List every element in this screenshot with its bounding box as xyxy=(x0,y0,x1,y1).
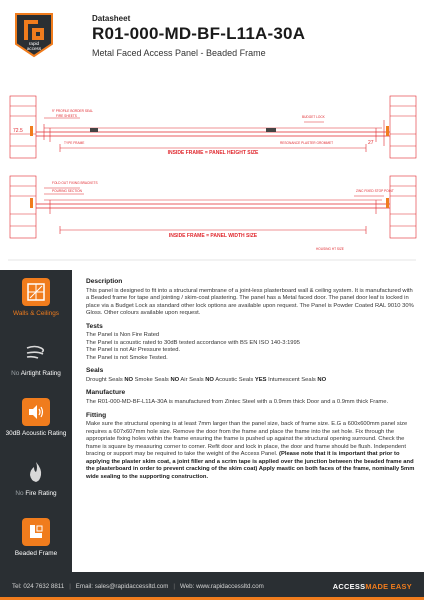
tests-heading: Tests xyxy=(86,322,103,330)
seal-mark-left xyxy=(30,126,33,136)
description-text: This panel is designed to fit into a structural membrane of a joint-less plasterboard wall & ceiling system. It is manufactured with a Beaded frame for tape and jointing / skim-coat plastering. The panel has a Metal faced door. The panel door leaf is locked in place via a Budget Lock as standard other lock options are available upon request. The Panel is Powder Coated RAL 9010 30% Gloss. Other colours available upon request. xyxy=(86,287,414,317)
seal-value: NO xyxy=(124,376,134,383)
seal-value: NO xyxy=(170,376,180,383)
gap-dimension: 72.5 xyxy=(13,128,23,134)
fitting-heading: Fitting xyxy=(86,411,107,419)
type-frame-label: TYPE FRAME xyxy=(64,141,85,145)
description-heading: Description xyxy=(86,278,123,285)
datasheet-body xyxy=(86,278,416,481)
inside-width-label: INSIDE FRAME = PANEL WIDTH SIZE xyxy=(168,233,258,239)
zinc-stop-label: ZINC FIXED STOP POINT xyxy=(356,189,394,193)
feature-sidebar xyxy=(0,270,72,572)
fold-brackets-label: FOLD OUT FIXING BRACKETS xyxy=(52,181,98,185)
feature-walls-ceilings xyxy=(0,278,72,317)
footer-separator: | xyxy=(173,582,176,590)
product-subtitle: Metal Faced Access Panel - Beaded Frame xyxy=(92,48,266,58)
feature-label: Walls & Ceilings xyxy=(13,310,59,317)
feature-fire xyxy=(0,458,72,497)
resonance-label: RESONANCE PLASTER GROMMET xyxy=(280,141,334,145)
seal-name: Acoustic Seals xyxy=(213,376,255,383)
seal-name: Smoke Seals xyxy=(133,376,171,383)
feature-pre: No xyxy=(11,370,21,377)
fire-icon xyxy=(22,458,50,486)
footer-tel[interactable]: Tel: 024 7632 8811 xyxy=(12,582,65,590)
seals-list xyxy=(86,377,416,385)
footer xyxy=(0,572,424,600)
footer-web[interactable]: Web: www.rapidaccessltd.com xyxy=(180,582,264,590)
seal-value: NO xyxy=(317,376,327,383)
beaded-frame-icon xyxy=(22,518,50,546)
manufacture-heading: Manufacture xyxy=(86,389,126,397)
dim-27: 27 xyxy=(368,140,374,146)
pouring-section-label: POURING SECTION xyxy=(52,189,82,193)
inside-height-label: INSIDE FRAME = PANEL HEIGHT SIZE xyxy=(167,150,259,156)
airtight-icon xyxy=(22,338,50,366)
test-item: The Panel is acoustic rated to 30dB tested accordance with BS EN ISO 140-3:1995 xyxy=(86,339,300,346)
footer-tagline xyxy=(333,582,412,591)
seal-mark-left-2 xyxy=(30,198,33,208)
feature-label: Fire Rating xyxy=(25,490,57,497)
seal-mark-right xyxy=(386,126,389,136)
header xyxy=(92,14,414,58)
manufacture-text: The R01-000-MD-BF-L11A-30A is manufactured from Zintec Steel with a 0.9mm thick Door and a 0.9mm thick Frame. xyxy=(86,399,389,406)
housing-size-label: HOUSING HT SIZE xyxy=(316,247,344,251)
logo-text-line2: access xyxy=(26,45,42,51)
seal-value: NO xyxy=(205,376,214,383)
feature-pre: No xyxy=(15,490,26,497)
footer-email[interactable]: Email: sales@rapidaccessltd.com xyxy=(75,582,169,590)
fitting-text xyxy=(86,421,416,481)
seal-value: YES xyxy=(254,376,267,383)
feature-acoustic xyxy=(0,398,72,437)
walls-ceilings-icon xyxy=(22,278,50,306)
fire-sheets-label: FIRE SHEETS xyxy=(56,114,77,118)
product-code: R01-000-MD-BF-L11A-30A xyxy=(92,24,306,43)
feature-label: Airtight Rating xyxy=(20,370,61,377)
right-wall-section-1 xyxy=(390,96,416,158)
budget-lock-label: BUDGET LOCK xyxy=(302,115,325,119)
seal-name: Intumescent Seals xyxy=(266,376,318,383)
datasheet-kicker: Datasheet xyxy=(92,14,131,23)
seal-name: Drought Seals xyxy=(86,376,125,383)
seals-heading: Seals xyxy=(86,367,104,375)
budget-lock-mark xyxy=(266,128,276,132)
test-item: The Panel is not Air Pressure tested. xyxy=(86,347,181,354)
footer-separator: | xyxy=(69,582,71,590)
fitting-text-plain: Make sure the structural opening is at least 7mm larger than the panel size, back of frame size. E.G a 600x600mm panel size requires a 607x607mm hole size. Remove the door from the frame and place the frame into the set hole. Fix through the appropriate fixing holes within the frame ensuring the frame is pushed up against the structural opening surround. Check the frame is square by measuring corner to corner. Refit door and lock in place, the door and frame should be flush. Independent bracing or support may be required to take the weight of the Access Panel. xyxy=(86,421,408,458)
logo-text-line1: rapid xyxy=(28,41,40,46)
rapid-access-logo xyxy=(12,10,56,60)
tagline-access: ACCESS xyxy=(332,582,366,591)
right-wall-section-2 xyxy=(390,176,416,238)
feature-label: Beaded Frame xyxy=(14,550,58,557)
test-item: The Panel is not Smoke Tested. xyxy=(86,354,168,361)
feature-airtight xyxy=(0,338,72,377)
hinge-mark xyxy=(90,128,98,132)
seal-name: Air Seals xyxy=(179,376,206,383)
technical-drawing xyxy=(4,84,420,262)
acoustic-icon xyxy=(22,398,50,426)
tagline-made-easy: MADE EASY xyxy=(365,582,412,591)
test-item: The Panel is Non Fire Rated xyxy=(86,332,160,339)
feature-beaded-frame xyxy=(0,518,72,557)
fitting-text-bold: (Please note that it is important that prior to applying the plaster skim coat, a joint filler and a scrim tape is applied over the junction between the beaded frame and the plasterboard in order to prevent cracking of the skim coat) Apply mastic on both faces of the frame, nominally 5mm wide sealing to the supporting construction. xyxy=(86,451,415,480)
seal-mark-right-2 xyxy=(386,198,389,208)
feature-label: 30dB Acoustic Rating xyxy=(5,430,67,437)
profile-seal-label: 9" PROFILE BORDER SEAL xyxy=(52,109,93,113)
